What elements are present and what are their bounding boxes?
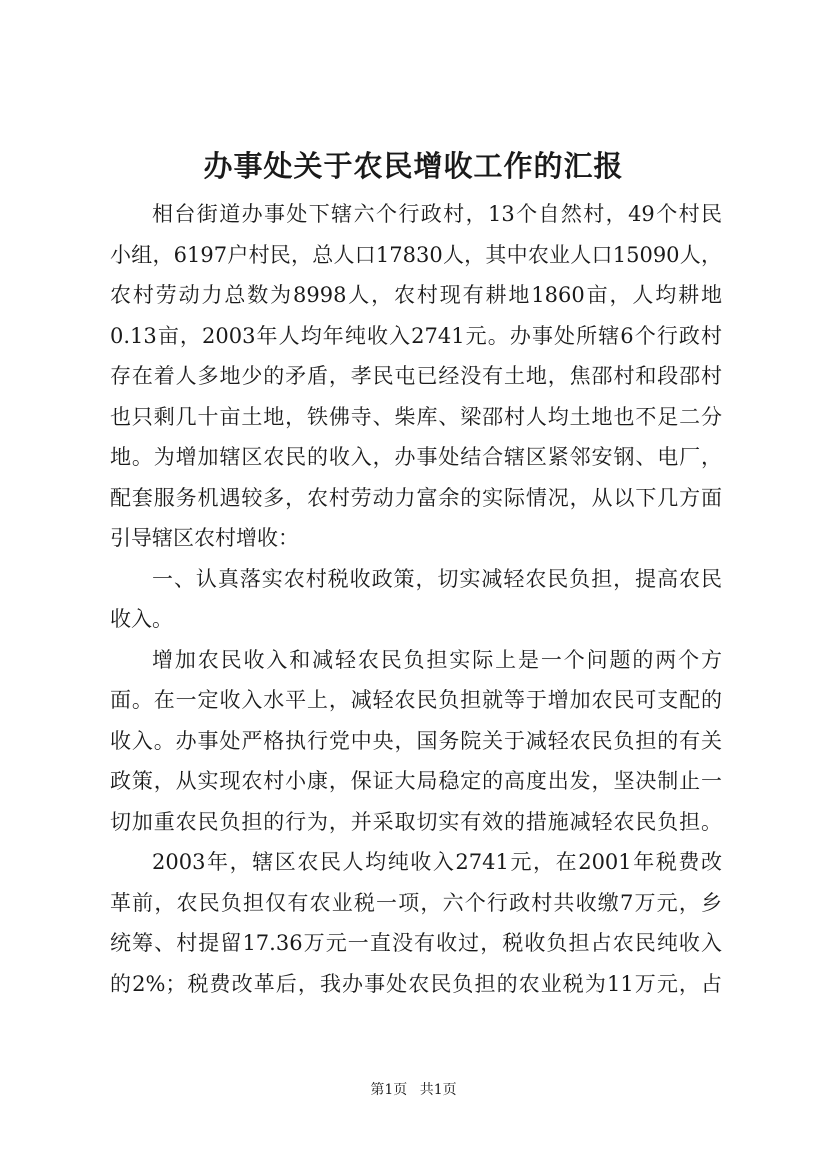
paragraph-line: 也只剩几十亩土地，铁佛寺、柴库、梁邵村人均土地也不足二分 xyxy=(110,404,722,429)
paragraph-line: 的2%；税费改革后，我办事处农民负担的农业税为11万元，占 xyxy=(110,971,722,996)
page-footer xyxy=(0,1080,827,1100)
paragraph-line: 切加重农民负担的行为，并采取切实有效的措施减轻农民负担。 xyxy=(110,809,722,834)
paragraph-line: 引导辖区农村增收： xyxy=(110,526,299,550)
paragraph-line: 农村劳动力总数为8998人，农村现有耕地1860亩，人均耕地 xyxy=(110,283,722,307)
section-heading-line: 一、认真落实农村税收政策，切实减轻农民负担，提高农民 xyxy=(152,566,722,591)
paragraph-line: 0.13亩，2003年人均年纯收入2741元。办事处所辖6个行政村 xyxy=(110,323,722,348)
page-number: 第1页 xyxy=(370,1082,408,1098)
paragraph-line: 配套服务机遇较多，农村劳动力富余的实际情况，从以下几方面 xyxy=(110,485,722,510)
paragraph-line: 相台街道办事处下辖六个行政村，13个自然村，49个村民 xyxy=(152,202,722,226)
section-heading-line: 收入。 xyxy=(110,607,173,631)
paragraph-line: 政策，从实现农村小康，保证大局稳定的高度出发，坚决制止一 xyxy=(110,769,722,793)
paragraph-line: 收入。办事处严格执行党中央，国务院关于减轻农民负担的有关 xyxy=(110,728,722,753)
paragraph-line: 革前，农民负担仅有农业税一项，六个行政村共收缴7万元，乡 xyxy=(110,890,722,915)
paragraph-line: 增加农民收入和减轻农民负担实际上是一个问题的两个方 xyxy=(152,647,722,672)
paragraph-line: 面。在一定收入水平上，减轻农民负担就等于增加农民可支配的 xyxy=(110,688,722,712)
paragraph-line: 存在着人多地少的矛盾，孝民屯已经没有土地，焦邵村和段邵村 xyxy=(110,364,722,388)
page-total: 共1页 xyxy=(419,1082,457,1098)
paragraph-line: 2003年，辖区农民人均纯收入2741元，在2001年税费改 xyxy=(152,850,722,874)
paragraph-line: 统筹、村提留17.36万元一直没有收过，税收负担占农民纯收入 xyxy=(110,931,722,955)
paragraph-line: 地。为增加辖区农民的收入，办事处结合辖区紧邻安钢、电厂， xyxy=(110,445,722,469)
document-title: 办事处关于农民增收工作的汇报 xyxy=(203,149,624,183)
document-body xyxy=(110,194,722,1004)
paragraph-line: 小组，6197户村民，总人口17830人，其中农业人口15090人， xyxy=(110,242,722,267)
